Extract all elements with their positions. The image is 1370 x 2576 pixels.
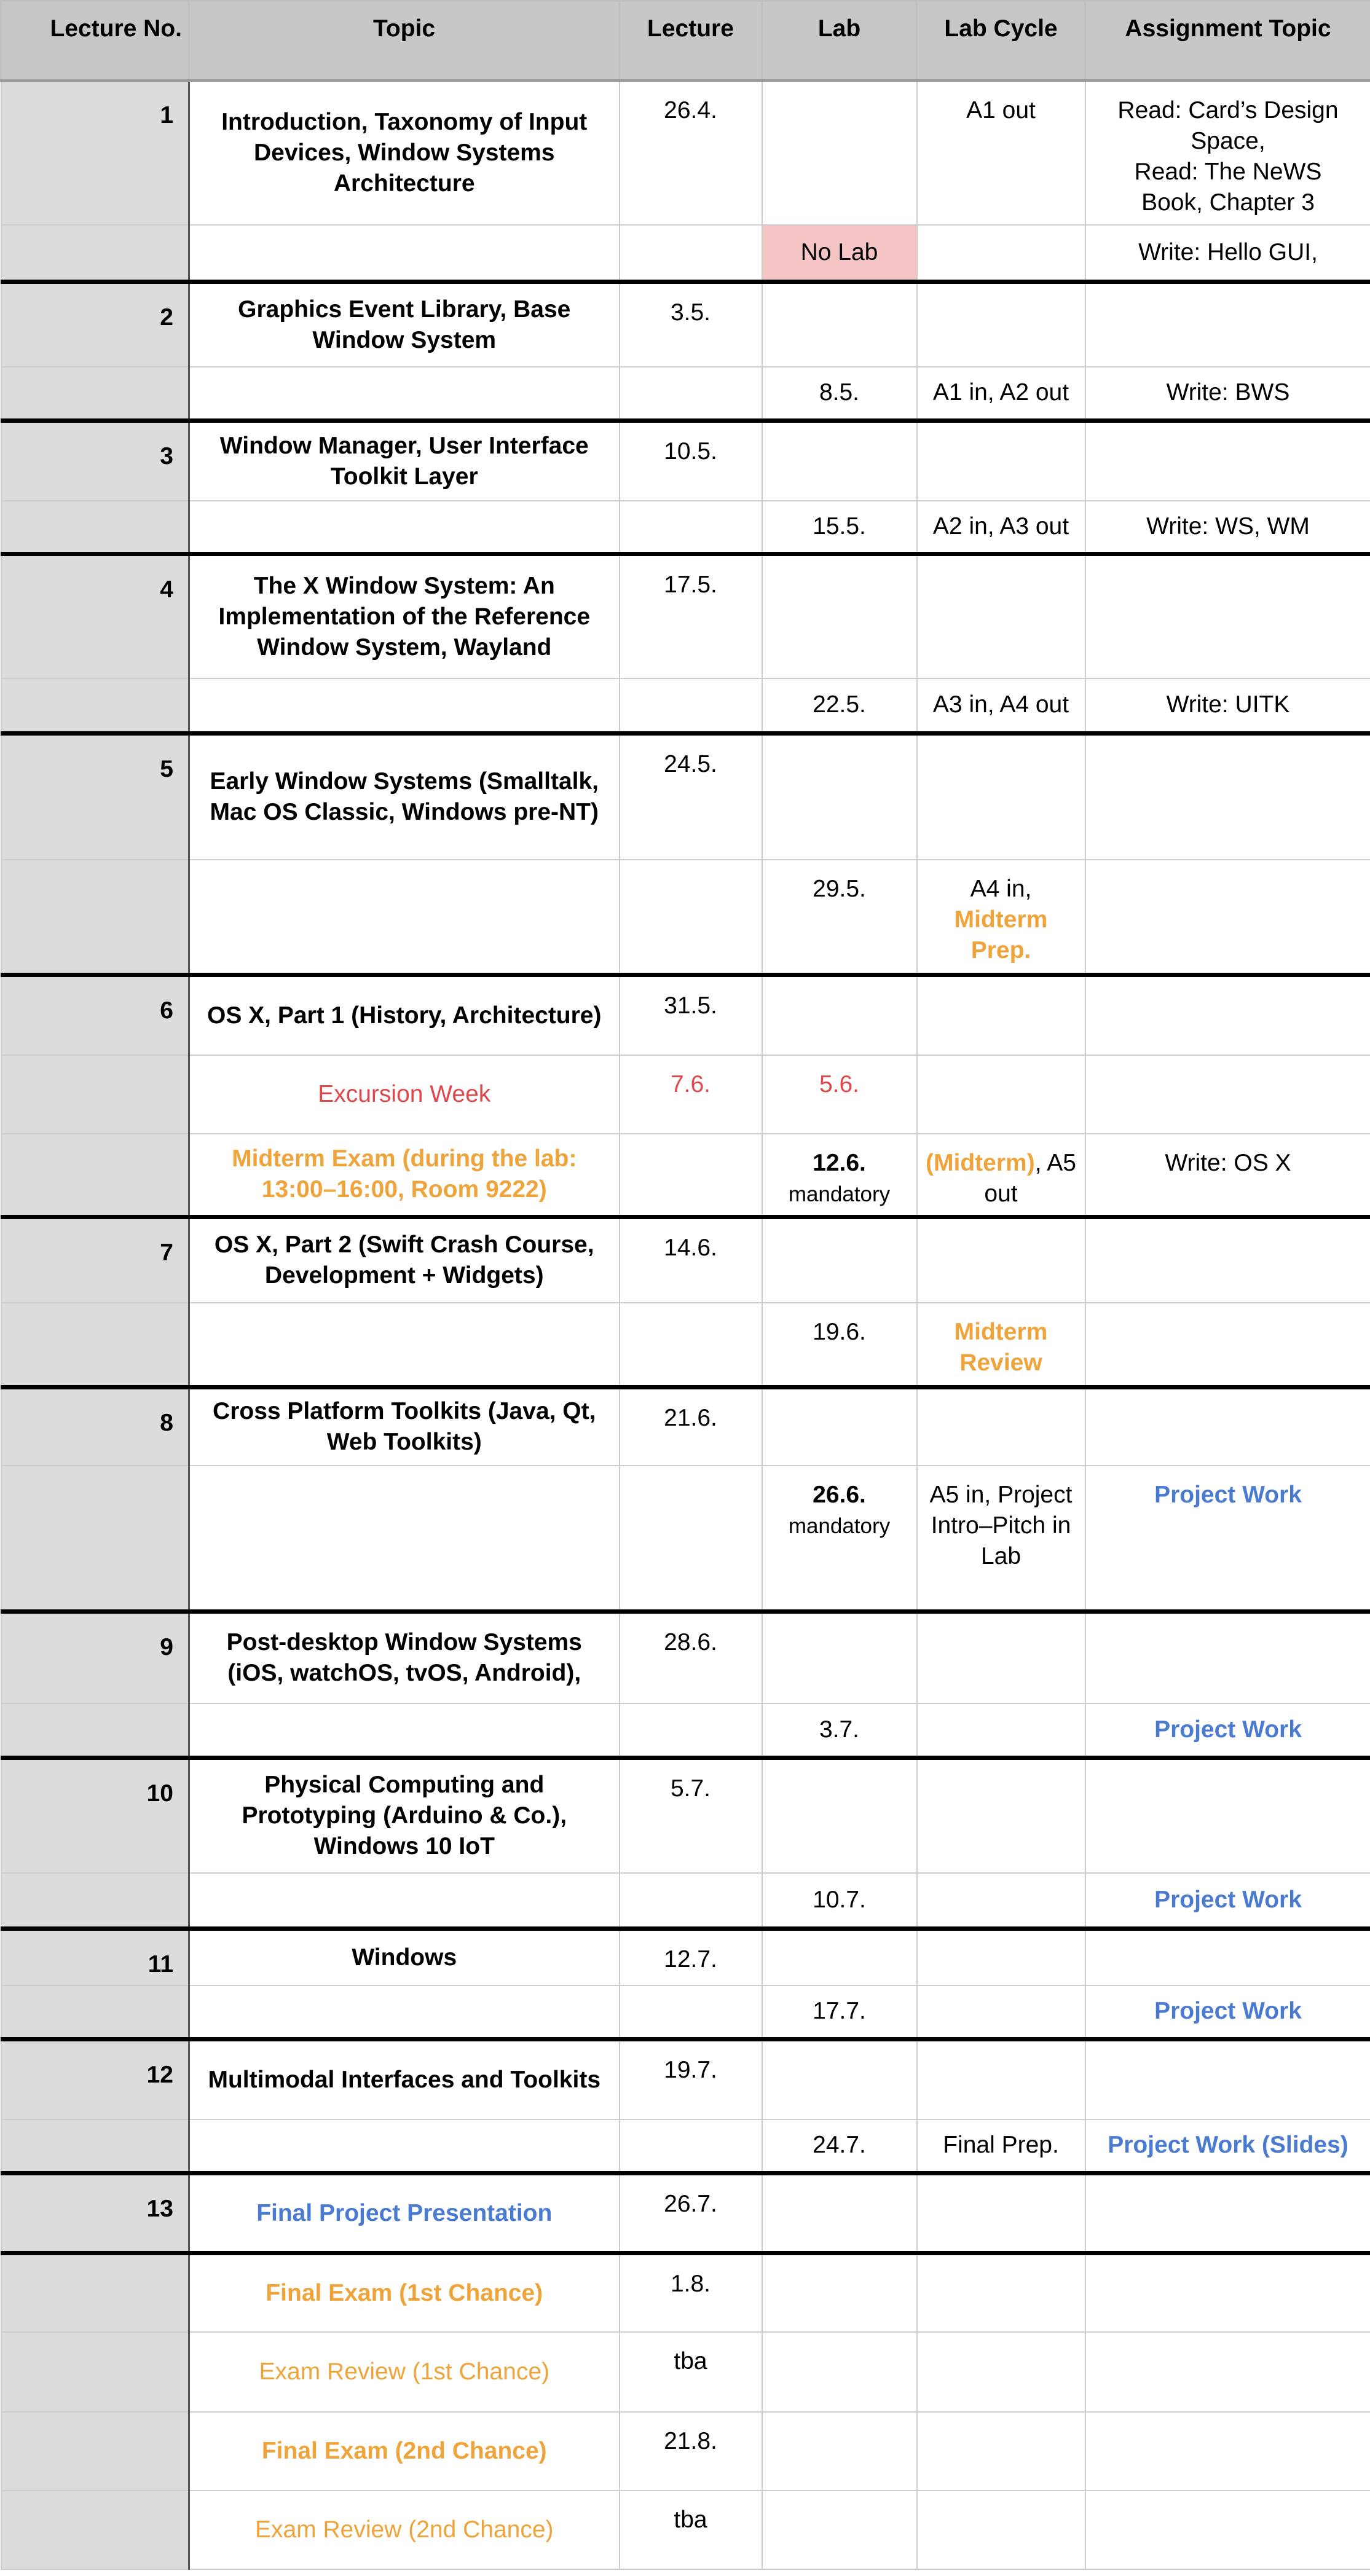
lab-date: 24.7.: [762, 2119, 917, 2174]
assignment-topic: Project Work: [1085, 1466, 1370, 1611]
assignment-topic: Write: Hello GUI,: [1085, 225, 1370, 282]
lab-date: 3.7.: [762, 1703, 917, 1757]
table-row: [1, 421, 1370, 501]
assignment-topic: [1085, 2412, 1370, 2491]
table-row: [1, 2332, 1370, 2412]
lab-cycle: [917, 421, 1085, 501]
lab-cycle: [917, 1055, 1085, 1134]
topic-cell: Graphics Event Library, Base Window System: [189, 282, 620, 367]
lab-cycle-text: , A5 out: [984, 1149, 1076, 1207]
assignment-topic: Write: WS, WM: [1085, 501, 1370, 554]
table-row: [1, 1985, 1370, 2040]
table-row: [1, 1757, 1370, 1873]
table-row: [1, 2253, 1370, 2332]
exam-review-2nd-label: Exam Review (2nd Chance): [189, 2491, 620, 2569]
assignment-topic: [1085, 421, 1370, 501]
lecture-date: [620, 1703, 762, 1757]
lecture-date: 26.4.: [620, 80, 762, 225]
assignment-topic: [1085, 734, 1370, 860]
lecture-number: [1, 2332, 189, 2412]
lab-cycle: [917, 2253, 1085, 2332]
table-row: [1, 282, 1370, 367]
header-row: [1, 1, 1370, 80]
table-row: [1, 367, 1370, 421]
lab-date: [762, 2412, 917, 2491]
table-row: [1, 80, 1370, 225]
topic-cell: [189, 2119, 620, 2174]
lab-cycle: Final Prep.: [917, 2119, 1085, 2174]
assignment-topic: [1085, 554, 1370, 678]
lecture-number: 10: [1, 1757, 189, 1873]
lab-date: [762, 2040, 917, 2119]
assignment-topic: Write: BWS: [1085, 367, 1370, 421]
topic-cell: [189, 225, 620, 282]
topic-cell: Physical Computing and Prototyping (Arduino & Co.), Windows 10 IoT: [189, 1757, 620, 1873]
lecture-number: [1, 2253, 189, 2332]
table-row: [1, 2119, 1370, 2174]
table-row: [1, 225, 1370, 282]
lab-cycle: [917, 734, 1085, 860]
topic-cell: Early Window Systems (Smalltalk, Mac OS Classic, Windows pre-NT): [189, 734, 620, 860]
assignment-topic: Project Work: [1085, 1985, 1370, 2040]
lecture-number: [1, 501, 189, 554]
lab-cycle: [917, 975, 1085, 1055]
lecture-number: 4: [1, 554, 189, 678]
table-row: [1, 678, 1370, 734]
assignment-topic: Read: Card’s Design Space, Read: The NeWS Book, Chapter 3: [1085, 80, 1370, 225]
assignment-topic: Project Work: [1085, 1873, 1370, 1928]
lab-cycle: [917, 1134, 1085, 1217]
lab-cycle: [917, 554, 1085, 678]
lecture-number: 9: [1, 1611, 189, 1703]
lab-cycle: [917, 1928, 1085, 1985]
lab-date: 22.5.: [762, 678, 917, 734]
lab-cycle: [917, 1985, 1085, 2040]
lecture-number: 12: [1, 2040, 189, 2119]
table-row: [1, 554, 1370, 678]
lab-cycle: [917, 1611, 1085, 1703]
lecture-number: 8: [1, 1387, 189, 1466]
table-row: [1, 1703, 1370, 1757]
lecture-date: 3.5.: [620, 282, 762, 367]
lab-cycle: [917, 2040, 1085, 2119]
table-row: [1, 1217, 1370, 1303]
lab-date: [762, 1928, 917, 1985]
lab-date: [762, 1217, 917, 1303]
lecture-date: tba: [620, 2332, 762, 2412]
no-lab-badge: No Lab: [762, 225, 917, 282]
topic-cell: [189, 1703, 620, 1757]
midterm-review-label: Midterm Review: [917, 1303, 1085, 1387]
lecture-number: [1, 225, 189, 282]
header-lab: Lab: [762, 1, 917, 80]
lecture-date: [620, 1466, 762, 1611]
lab-date-text: 26.6.: [813, 1482, 866, 1508]
lecture-number: [1, 1303, 189, 1387]
lab-date: [762, 421, 917, 501]
lab-cycle: [917, 1703, 1085, 1757]
assignment-topic: [1085, 1387, 1370, 1466]
lab-date: 8.5.: [762, 367, 917, 421]
lab-date: [762, 2332, 917, 2412]
topic-cell: [189, 1303, 620, 1387]
lecture-date: 5.7.: [620, 1757, 762, 1873]
lab-cycle: A1 out: [917, 80, 1085, 225]
lecture-date: 31.5.: [620, 975, 762, 1055]
table-row: [1, 860, 1370, 975]
topic-cell: [189, 1985, 620, 2040]
lab-date: [762, 2174, 917, 2253]
lecture-date: 24.5.: [620, 734, 762, 860]
lab-cycle: [917, 2174, 1085, 2253]
lab-date: [762, 1757, 917, 1873]
lecture-number: [1, 1985, 189, 2040]
header-assignment-topic: Assignment Topic: [1085, 1, 1370, 80]
assignment-topic: Project Work: [1085, 1703, 1370, 1757]
lecture-number: 11: [1, 1928, 189, 1985]
header-lecture: Lecture: [620, 1, 762, 80]
lecture-date: [620, 367, 762, 421]
assignment-topic: [1085, 1055, 1370, 1134]
lab-cycle: [917, 2491, 1085, 2569]
lecture-number: [1, 860, 189, 975]
lecture-number: 13: [1, 2174, 189, 2253]
lecture-number: [1, 1055, 189, 1134]
lecture-number: 2: [1, 282, 189, 367]
assignment-topic: [1085, 860, 1370, 975]
mandatory-note: mandatory: [788, 1514, 891, 1538]
lecture-date: 28.6.: [620, 1611, 762, 1703]
lecture-date: [620, 1134, 762, 1217]
lecture-date: 14.6.: [620, 1217, 762, 1303]
assignment-topic: [1085, 975, 1370, 1055]
table-row: [1, 734, 1370, 860]
final-exam-2nd-label: Final Exam (2nd Chance): [189, 2412, 620, 2491]
assignment-topic: Write: UITK: [1085, 678, 1370, 734]
table-row: [1, 1134, 1370, 1217]
lecture-number: [1, 2412, 189, 2491]
lab-cycle: [917, 1217, 1085, 1303]
lecture-date: 21.6.: [620, 1387, 762, 1466]
lecture-number: [1, 678, 189, 734]
lecture-number: 5: [1, 734, 189, 860]
lab-date: 15.5.: [762, 501, 917, 554]
lecture-date: 12.7.: [620, 1928, 762, 1985]
final-project-presentation-label: Final Project Presentation: [189, 2174, 620, 2253]
topic-cell: [189, 1466, 620, 1611]
lab-cycle: A5 in, Project Intro–Pitch in Lab: [917, 1466, 1085, 1611]
lecture-date: [620, 678, 762, 734]
lecture-number: [1, 1703, 189, 1757]
topic-cell: [189, 501, 620, 554]
table-row: [1, 1928, 1370, 1985]
lecture-date: 19.7.: [620, 2040, 762, 2119]
lecture-number: [1, 2491, 189, 2569]
lecture-date: [620, 501, 762, 554]
table-row: [1, 1466, 1370, 1611]
lab-date-text: 12.6.: [813, 1149, 866, 1176]
lab-cycle: [917, 2412, 1085, 2491]
assignment-topic: [1085, 282, 1370, 367]
topic-cell: Window Manager, User Interface Toolkit Layer: [189, 421, 620, 501]
topic-cell: Post-desktop Window Systems (iOS, watchOS, tvOS, Android),: [189, 1611, 620, 1703]
assignment-topic: [1085, 2491, 1370, 2569]
assignment-topic: [1085, 1757, 1370, 1873]
lecture-number: [1, 367, 189, 421]
lecture-date: tba: [620, 2491, 762, 2569]
lecture-number: [1, 2119, 189, 2174]
lab-date: 17.7.: [762, 1985, 917, 2040]
lab-date: [762, 1387, 917, 1466]
lab-cycle: [917, 225, 1085, 282]
topic-cell: The X Window System: An Implementation of the Reference Window System, Wayland: [189, 554, 620, 678]
assignment-topic: [1085, 2332, 1370, 2412]
assignment-topic: [1085, 1611, 1370, 1703]
lab-cycle: A3 in, A4 out: [917, 678, 1085, 734]
lecture-date: [620, 860, 762, 975]
lab-date: 19.6.: [762, 1303, 917, 1387]
topic-cell: [189, 1873, 620, 1928]
table-row: [1, 975, 1370, 1055]
lab-cycle: A1 in, A2 out: [917, 367, 1085, 421]
table-row: [1, 1303, 1370, 1387]
lab-date: [762, 2253, 917, 2332]
lecture-date: 1.8.: [620, 2253, 762, 2332]
topic-cell: Introduction, Taxonomy of Input Devices, Window Systems Architecture: [189, 80, 620, 225]
lecture-number: [1, 1873, 189, 1928]
assignment-topic: [1085, 2174, 1370, 2253]
table-row: [1, 2491, 1370, 2569]
lecture-number: [1, 1466, 189, 1611]
lecture-date: [620, 1985, 762, 2040]
header-topic: Topic: [189, 1, 620, 80]
lab-date: [762, 1134, 917, 1217]
lab-cycle: [917, 860, 1085, 975]
mandatory-note: mandatory: [788, 1182, 891, 1206]
lab-cycle: [917, 282, 1085, 367]
lab-cycle: A2 in, A3 out: [917, 501, 1085, 554]
assignment-topic: Project Work (Slides): [1085, 2119, 1370, 2174]
topic-cell: [189, 860, 620, 975]
assignment-topic: [1085, 1928, 1370, 1985]
lecture-date: 10.5.: [620, 421, 762, 501]
topic-cell: OS X, Part 1 (History, Architecture): [189, 975, 620, 1055]
midterm-label: (Midterm): [926, 1149, 1035, 1176]
lab-date: 29.5.: [762, 860, 917, 975]
assignment-topic: [1085, 2253, 1370, 2332]
lecture-date: [620, 2119, 762, 2174]
lab-date: 10.7.: [762, 1873, 917, 1928]
table-row: [1, 2174, 1370, 2253]
table-row: [1, 1387, 1370, 1466]
lab-cycle: [917, 1387, 1085, 1466]
exam-review-1st-label: Exam Review (1st Chance): [189, 2332, 620, 2412]
topic-cell: [189, 678, 620, 734]
header-lecture-no: Lecture No.: [1, 1, 189, 80]
topic-cell: [189, 367, 620, 421]
lab-date: [762, 734, 917, 860]
table-row: [1, 2040, 1370, 2119]
table-row: [1, 1611, 1370, 1703]
table-row: [1, 1055, 1370, 1134]
lab-date: [762, 2491, 917, 2569]
lab-date: [762, 554, 917, 678]
lab-cycle: [917, 1873, 1085, 1928]
lab-cycle-text: A4 in,: [970, 875, 1032, 902]
table-row: [1, 1873, 1370, 1928]
lab-date: [762, 975, 917, 1055]
lecture-number: [1, 1134, 189, 1217]
lecture-number: 6: [1, 975, 189, 1055]
assignment-topic: Write: OS X: [1085, 1134, 1370, 1217]
header-lab-cycle: Lab Cycle: [917, 1, 1085, 80]
topic-cell: OS X, Part 2 (Swift Crash Course, Development + Widgets): [189, 1217, 620, 1303]
midterm-exam-label: Midterm Exam (during the lab: 13:00–16:00, Room 9222): [189, 1134, 620, 1217]
assignment-topic: [1085, 1303, 1370, 1387]
lab-date: [762, 80, 917, 225]
lecture-number: 1: [1, 80, 189, 225]
lecture-date: 7.6.: [620, 1055, 762, 1134]
table-row: [1, 501, 1370, 554]
lab-date: [762, 282, 917, 367]
table-row: [1, 2412, 1370, 2491]
lab-cycle: [917, 1757, 1085, 1873]
lecture-number: 3: [1, 421, 189, 501]
lab-cycle: [917, 2332, 1085, 2412]
topic-cell: Windows: [189, 1928, 620, 1985]
final-exam-1st-label: Final Exam (1st Chance): [189, 2253, 620, 2332]
midterm-prep-label: Midterm Prep.: [954, 906, 1048, 964]
lecture-date: 26.7.: [620, 2174, 762, 2253]
topic-cell: Multimodal Interfaces and Toolkits: [189, 2040, 620, 2119]
lecture-date: 17.5.: [620, 554, 762, 678]
lab-date: [762, 1466, 917, 1611]
lecture-date: 21.8.: [620, 2412, 762, 2491]
topic-cell: Cross Platform Toolkits (Java, Qt, Web Toolkits): [189, 1387, 620, 1466]
lecture-date: [620, 1873, 762, 1928]
lab-date: [762, 1611, 917, 1703]
lab-date: 5.6.: [762, 1055, 917, 1134]
excursion-week-label: Excursion Week: [189, 1055, 620, 1134]
assignment-topic: [1085, 2040, 1370, 2119]
lecture-date: [620, 1303, 762, 1387]
lecture-date: [620, 225, 762, 282]
lecture-number: 7: [1, 1217, 189, 1303]
assignment-topic: [1085, 1217, 1370, 1303]
